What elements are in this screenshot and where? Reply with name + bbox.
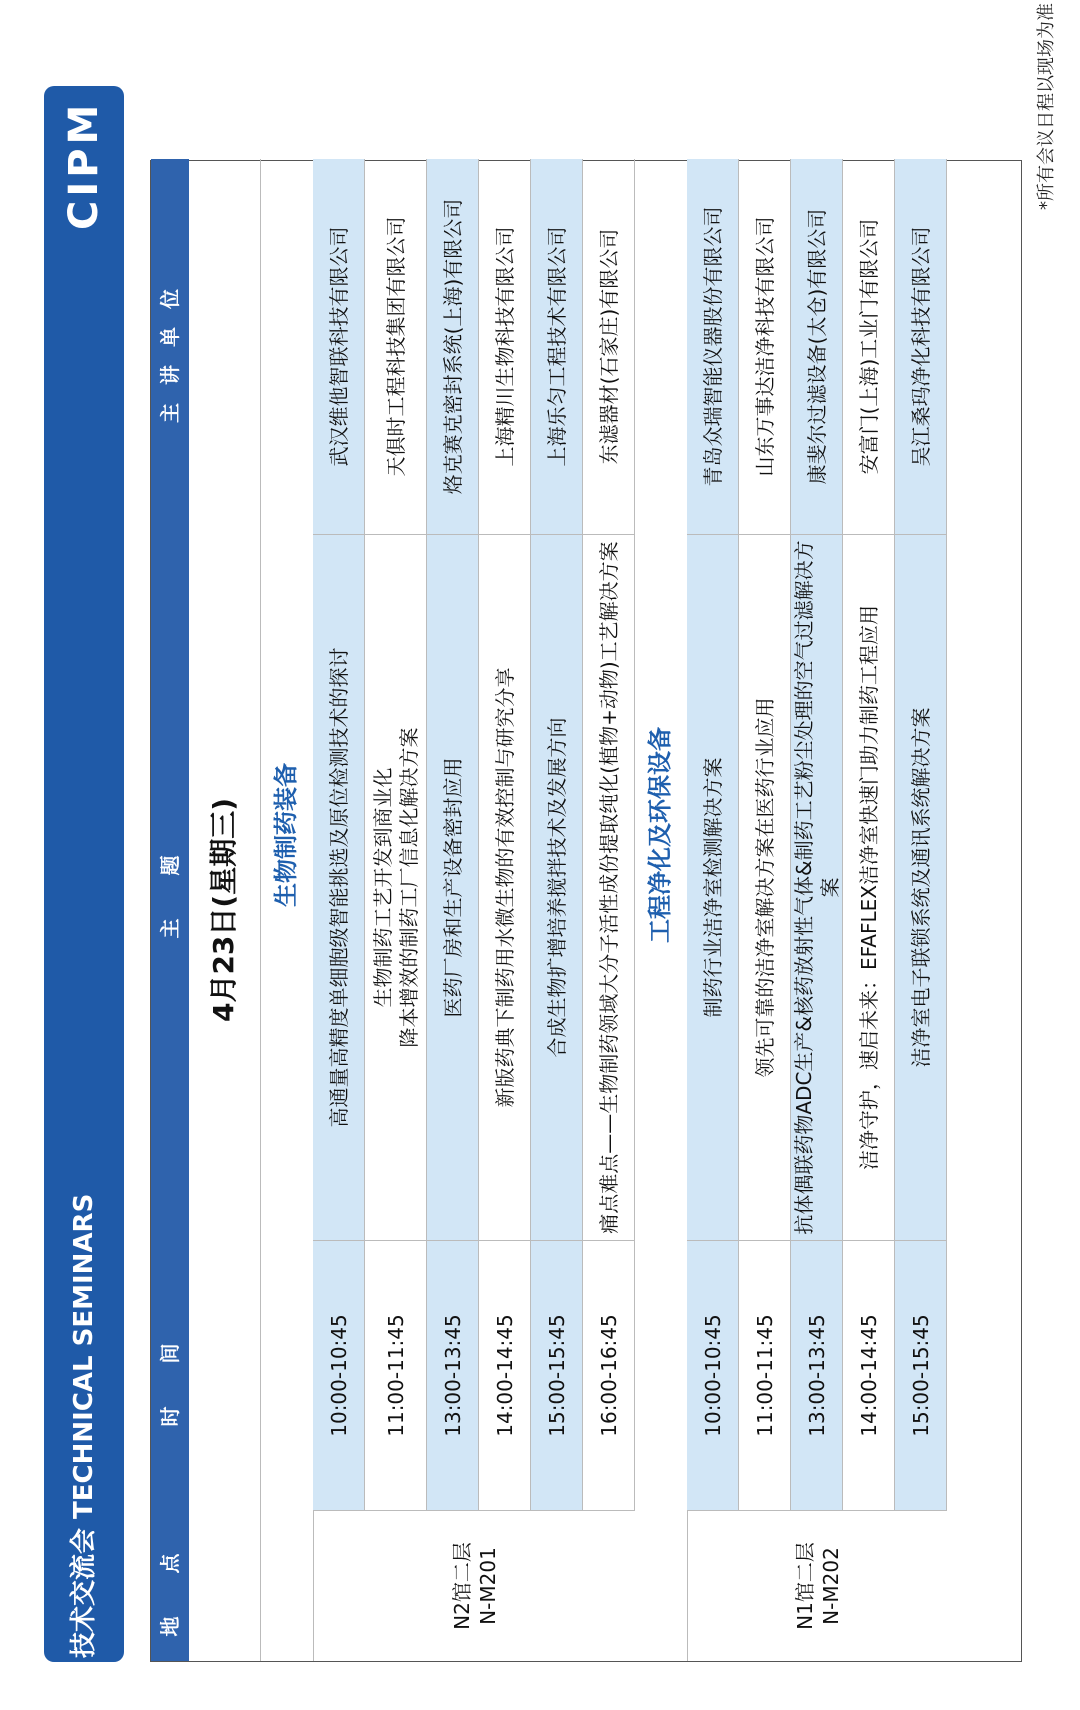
topic-line: 降本增效的制药工厂信息化解决方案	[396, 727, 421, 1048]
speaker-cell: 东滤器材(石家庄)有限公司	[583, 159, 635, 535]
time-cell: 14:00-14:45	[479, 1241, 531, 1511]
topic-cell	[427, 535, 479, 1241]
topic-cell	[583, 535, 635, 1241]
topic-cell	[479, 535, 531, 1241]
topic-line: 制药行业洁净室检测解决方案	[700, 757, 725, 1018]
location-line: N1馆二层	[792, 1542, 817, 1630]
topic-cell	[687, 535, 739, 1241]
speaker-cell: 山东万事达洁净科技有限公司	[739, 159, 791, 535]
time-cell: 13:00-13:45	[427, 1241, 479, 1511]
location-cell	[313, 1511, 635, 1661]
speaker-cell: 上海乐匀工程技术有限公司	[531, 159, 583, 535]
topic-line: 洁净室电子联锁系统及通讯系统解决方案	[908, 707, 933, 1068]
topic-cell	[895, 535, 947, 1241]
topic-line: 医药厂房和生产设备密封应用	[440, 757, 465, 1018]
header-time: 时 间	[151, 1241, 189, 1511]
location-cell	[687, 1511, 947, 1661]
time-cell: 16:00-16:45	[583, 1241, 635, 1511]
speaker-cell: 吴江桑玛净化科技有限公司	[895, 159, 947, 535]
topic-cell	[531, 535, 583, 1241]
schedule-table	[150, 160, 1022, 1662]
location-line: N2馆二层	[449, 1542, 474, 1630]
topic-line: 抗体偶联药物ADC生产&核药放射性气体&制药工艺粉尘处理的空气过滤解决方案	[791, 540, 842, 1235]
footnote: *所有会议日程以现场为准	[1036, 3, 1057, 210]
speaker-cell: 上海精川生物科技有限公司	[479, 159, 531, 535]
speaker-cell: 青岛众瑞智能仪器股份有限公司	[687, 159, 739, 535]
topic-line: 生物制药工艺开发到商业化	[370, 767, 395, 1008]
speaker-cell: 天俱时工程科技集团有限公司	[365, 159, 427, 535]
speaker-cell: 安富门(上海)工业门有限公司	[843, 159, 895, 535]
time-cell: 15:00-15:45	[895, 1241, 947, 1511]
time-cell: 10:00-10:45	[313, 1241, 365, 1511]
header-speaker: 主讲单位	[151, 159, 189, 535]
topic-cell	[843, 535, 895, 1241]
location-line: N-M202	[818, 1547, 843, 1625]
topic-cell	[313, 535, 365, 1241]
topic-line: 痛点难点——生物制药领域大分子活性成份提取纯化(植物+动物)工艺解决方案	[596, 541, 621, 1234]
topic-line: 新版药典下制药用水微生物的有效控制与研究分享	[492, 667, 517, 1108]
section-title: 生物制药装备	[272, 763, 301, 907]
speaker-cell: 烙克赛克密封系统(上海)有限公司	[427, 159, 479, 535]
topic-cell	[365, 535, 427, 1241]
time-cell: 15:00-15:45	[531, 1241, 583, 1511]
rotated-page	[0, 3, 1080, 1710]
speaker-cell: 康斐尔过滤设备(太仓)有限公司	[791, 159, 843, 535]
topic-line: 合成生物扩增培养搅拌技术及发展方向	[544, 717, 569, 1058]
header-topic: 主 题	[151, 535, 189, 1241]
speaker-cell: 武汉维他智联科技有限公司	[313, 159, 365, 535]
time-cell: 10:00-10:45	[687, 1241, 739, 1511]
topic-line: 高通量高精度单细胞级智能挑选及原位检测技术的探讨	[326, 647, 351, 1128]
topic-line: 领先可靠的洁净室解决方案在医药行业应用	[752, 697, 777, 1078]
header-location: 地 点	[151, 1511, 189, 1661]
banner-title: 技术交流会 TECHNICAL SEMINARS	[69, 1193, 99, 1658]
topic-cell	[791, 535, 843, 1241]
logo: CIPM	[61, 100, 107, 230]
date-row: 4月23日(星期三)	[189, 159, 261, 1661]
section-title: 工程净化及环保设备	[646, 727, 675, 943]
topic-line: 洁净守护，速启未来：EFAFLEX洁净室快速门助力制药工程应用	[856, 605, 881, 1170]
time-cell: 13:00-13:45	[791, 1241, 843, 1511]
location-line: N-M201	[475, 1547, 500, 1625]
topic-cell	[739, 535, 791, 1241]
time-cell: 11:00-11:45	[739, 1241, 791, 1511]
time-cell: 11:00-11:45	[365, 1241, 427, 1511]
time-cell: 14:00-14:45	[843, 1241, 895, 1511]
